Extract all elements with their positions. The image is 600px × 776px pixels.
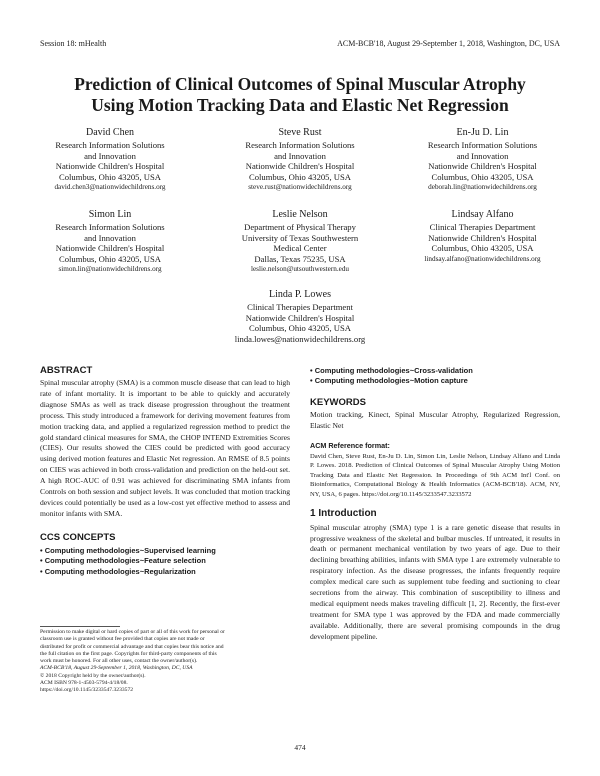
author-name: En-Ju D. Lin	[456, 127, 509, 138]
author-affiliation: Research Information Solutions	[427, 140, 538, 150]
introduction-heading: 1 Introduction	[310, 507, 377, 519]
author-name: Linda P. Lowes	[269, 289, 331, 300]
author-affiliation: and Innovation	[274, 150, 326, 161]
author-block	[40, 126, 180, 193]
reference-heading: ACM Reference format:	[310, 440, 390, 450]
title-line-2: Using Motion Tracking Data and Elastic Net Regression	[91, 95, 509, 115]
author-affiliation: Columbus, Ohio 43205, USA	[431, 243, 534, 254]
running-header-right: ACM-BCB'18, August 29-September 1, 2018, Washington, DC, USA	[337, 39, 560, 48]
author-affiliation: Columbus, Ohio 43205, USA	[249, 171, 351, 182]
left-column	[40, 365, 290, 577]
author-name: Lindsay Alfano	[451, 209, 514, 220]
author-affiliation: Research Information Solutions	[55, 222, 165, 232]
keywords-text: Motion tracking, Kinect, Spinal Muscular Atrophy, Regularized Regression, Elastic Net	[310, 409, 560, 430]
footnote-line: ACM-BCB'18, August 29-September 1, 2018, Washington, DC, USA	[40, 665, 193, 672]
footnote-line: © 2018 Copyright held by the owner/author(s).	[40, 672, 146, 679]
page-number: 474	[294, 743, 306, 752]
author-email[interactable]: leslie.nelson@utsouthwestern.edu	[250, 265, 350, 274]
introduction-text: Spinal muscular atrophy (SMA) type 1 is a rare genetic disease that results in progressive weakness of the skeletal and bulbar muscles. If untreated, it results in death or permanent mechanical ventilation by two years of age. Due to their declining breathing abilities, infants with SMA type 1 are extremely vulnerable to respiratory infection. As the disease progresses, the infants frequently require complex medical care such as supplement tube feeding and suctioning to clear secretions from the airway. This combination of susceptibility to illness and medical equipment needs makes traveling difficult [1, 2]. Recently, the first-ever treatment for SMA type 1 was approved by the FDA and made commercially available. Additionally, there are several promising compounds in the drug development pipeline.	[310, 522, 560, 641]
author-email[interactable]: deborah.lin@nationwidechildrens.org	[428, 183, 537, 192]
paper-title	[40, 74, 560, 116]
footnote-line: work must be honored. For all other uses, contact the owner/author(s).	[40, 658, 198, 665]
author-affiliation: Columbus, Ohio 43205, USA	[431, 171, 534, 182]
ccs-list-continued	[310, 366, 560, 387]
author-name: Steve Rust	[278, 127, 322, 138]
author-name: Simon Lin	[88, 209, 132, 220]
author-block	[405, 126, 560, 193]
ccs-item: • Computing methodologies~Motion capture	[310, 376, 468, 386]
author-email[interactable]: lindsay.alfano@nationwidechildrens.org	[424, 254, 541, 263]
author-name: Leslie Nelson	[272, 209, 328, 220]
abstract-text: Spinal muscular atrophy (SMA) is a common muscle disease that can lead to high rate of infant mortality. It is important to be able to quickly and accurately diagnose SMAs as well as track disease progression throughout the treatment process. This study introduced a framework for deriving movement features from motion tracking data, and applied a regularized regression method to predict the gold standard clinical measures for SMA, the CHOP INTEND Extremities Scores (CIES). Our results showed the CIES could be predicted with good accuracy using derived motion features and Elastic Net regression. An RMSE of 8.5 points on CIES was achieved in both cross-validation and prediction on the held-out set. A high ROC-AUC of 0.91 was achieved for discriminating SMA infants from Controls on both session and subject levels. It was concluded that motion tracking devices could potentially be used as a low-cost yet effective method to assess and monitor infants with SMA.	[40, 378, 290, 518]
footnote-rule	[40, 626, 120, 627]
author-email[interactable]: linda.lowes@nationwidechildrens.org	[234, 333, 366, 344]
ccs-item: • Computing methodologies~Regularization	[40, 566, 196, 576]
author-affiliation: Nationwide Children's Hospital	[245, 312, 355, 323]
footnote-line: classroom use is granted without fee provided that copies are not made or	[40, 636, 205, 643]
author-block	[225, 126, 375, 193]
author-email[interactable]: david.chen3@nationwidechildrens.org	[54, 183, 166, 192]
author-affiliation: Nationwide Children's Hospital	[428, 161, 537, 172]
author-affiliation: University of Texas Southwestern	[241, 232, 359, 243]
title-line-1: Prediction of Clinical Outcomes of Spinal Muscular Atrophy	[74, 74, 526, 94]
author-block	[405, 208, 560, 264]
footnote-doi-link[interactable]: https://doi.org/10.1145/3233547.3233572	[40, 687, 134, 694]
author-block	[215, 288, 385, 344]
ccs-item: • Computing methodologies~Cross-validation	[310, 366, 473, 375]
author-affiliation: Columbus, Ohio 43205, USA	[249, 323, 351, 334]
author-affiliation: Clinical Therapies Department	[247, 302, 353, 312]
ccs-item: • Computing methodologies~Feature selection	[40, 556, 206, 566]
author-name: David Chen	[85, 127, 135, 138]
author-affiliation: Columbus, Ohio 43205, USA	[59, 253, 161, 264]
author-email[interactable]: steve.rust@nationwidechildrens.org	[248, 183, 352, 192]
footnote-line: Permission to make digital or hard copies of part or all of this work for personal or	[40, 629, 225, 635]
footnote-line: distributed for profit or commercial advantage and that copies bear this notice and	[40, 643, 224, 650]
author-block	[40, 208, 180, 275]
author-affiliation: Research Information Solutions	[55, 140, 165, 150]
author-affiliation: and Innovation	[84, 232, 136, 243]
author-affiliation: Nationwide Children's Hospital	[245, 161, 355, 172]
abstract-heading: ABSTRACT	[40, 365, 93, 376]
author-affiliation: Clinical Therapies Department	[429, 222, 536, 232]
author-affiliation: Research Information Solutions	[245, 140, 355, 150]
author-affiliation: Nationwide Children's Hospital	[55, 243, 165, 254]
running-header-left: Session 18: mHealth	[40, 39, 107, 48]
author-affiliation: Columbus, Ohio 43205, USA	[59, 171, 161, 182]
ccs-heading: CCS CONCEPTS	[40, 531, 116, 543]
copyright-footnote	[40, 626, 292, 695]
author-affiliation: Medical Center	[273, 243, 327, 254]
author-affiliation: Nationwide Children's Hospital	[428, 232, 537, 243]
author-block	[225, 208, 375, 275]
footnote-line: the full citation on the first page. Copyrights for third-party components of this	[40, 650, 217, 657]
author-email[interactable]: simon.lin@nationwidechildrens.org	[58, 265, 162, 274]
author-affiliation: Nationwide Children's Hospital	[55, 161, 165, 172]
right-column	[310, 366, 560, 643]
keywords-heading: KEYWORDS	[310, 396, 366, 408]
author-affiliation: Dallas, Texas 75235, USA	[254, 253, 346, 264]
ccs-item: • Computing methodologies~Supervised learning	[40, 545, 216, 555]
author-affiliation: and Innovation	[84, 150, 136, 161]
ccs-list	[40, 546, 290, 577]
reference-text: David Chen, Steve Rust, En-Ju D. Lin, Simon Lin, Leslie Nelson, Lindsay Alfano and Linda P. Lowes. 2018. Prediction of Clinical Outcomes of Spinal Muscular Atrophy Using Motion Tracking Data and Elastic Net Regression. In Proceedings of 9th ACM Int'l Conf. on Bioinformatics, Computational Biology & Health Informatics (ACM-BCB'18). ACM, NY, NY, USA, 6 pages. https://doi.org/10.1145/3233547.3233572	[310, 452, 560, 498]
author-affiliation: and Innovation	[456, 150, 509, 161]
footnote-line: ACM ISBN 978-1-4503-5794-4/18/08.	[40, 680, 128, 687]
author-affiliation: Department of Physical Therapy	[244, 222, 356, 232]
